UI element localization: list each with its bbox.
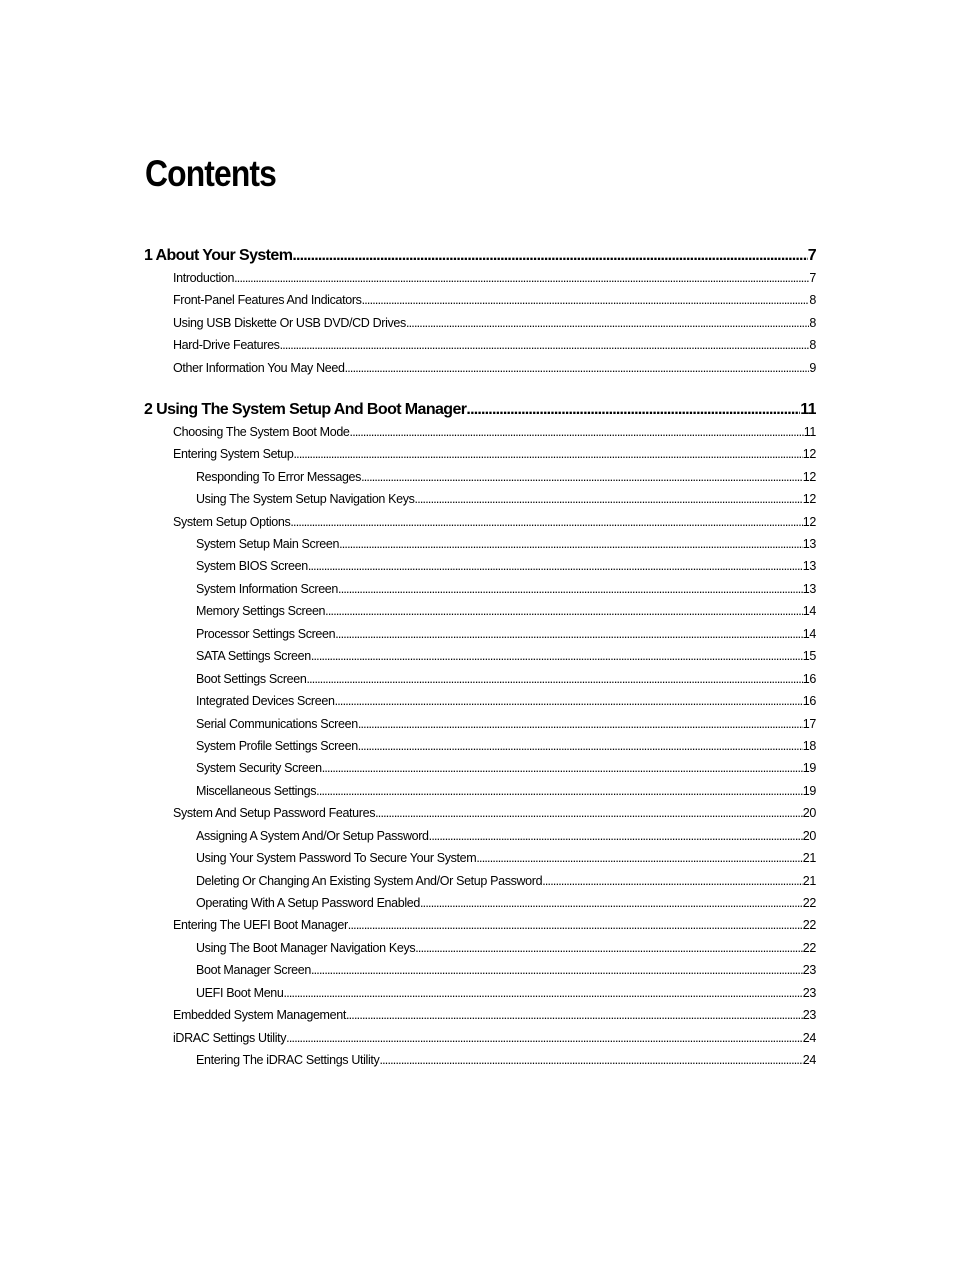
toc-entry-label: Entering The UEFI Boot Manager: [173, 918, 348, 932]
toc-leader-dots: [406, 315, 809, 331]
toc-leader-dots: [345, 360, 810, 376]
toc-chapter-entry[interactable]: [144, 246, 816, 266]
toc-entry[interactable]: [173, 360, 816, 376]
toc-entry[interactable]: [196, 716, 816, 732]
toc-leader-dots: [322, 760, 803, 776]
toc-entry-label: Responding To Error Messages: [196, 470, 362, 484]
toc-entry[interactable]: [173, 337, 816, 353]
toc-entry-label: System Information Screen: [196, 582, 339, 596]
toc-entry-label: Using The Boot Manager Navigation Keys: [196, 941, 416, 955]
toc-leader-dots: [280, 337, 810, 353]
toc-page-number: 11: [803, 425, 816, 439]
toc-entry[interactable]: [196, 603, 816, 619]
toc-leader-dots: [311, 962, 803, 978]
toc-entry[interactable]: [196, 671, 816, 687]
toc-leader-dots: [311, 648, 803, 664]
toc-leader-dots: [358, 738, 803, 754]
toc-entry-label: Front-Panel Features And Indicators: [173, 293, 362, 307]
toc-leader-dots: [542, 873, 803, 889]
toc-entry-label: 2 Using The System Setup And Boot Manager: [144, 401, 467, 418]
toc-entry-label: System Setup Options: [173, 515, 291, 529]
toc-entry[interactable]: [173, 514, 816, 530]
toc-entry-label: System BIOS Screen: [196, 559, 308, 573]
toc-entry-label: Using USB Diskette Or USB DVD/CD Drives: [173, 316, 406, 330]
page-title: Contents: [145, 153, 277, 194]
toc-leader-dots: [306, 671, 802, 687]
toc-entry[interactable]: [196, 469, 816, 485]
toc-entry-label: System And Setup Password Features: [173, 806, 376, 820]
toc-page-number: 13: [802, 582, 816, 596]
toc-entry[interactable]: [173, 805, 816, 821]
toc-entry-label: Using Your System Password To Secure Your System: [196, 851, 477, 865]
toc-page-number: 15: [802, 649, 816, 663]
toc-page-number: 19: [802, 784, 816, 798]
toc-leader-dots: [286, 1030, 803, 1046]
toc-page-number: 9: [809, 361, 816, 375]
toc-entry-label: Memory Settings Screen: [196, 604, 326, 618]
toc-page-number: 23: [802, 1008, 816, 1022]
toc-entry[interactable]: [173, 446, 816, 462]
toc-entry[interactable]: [196, 873, 816, 889]
toc-leader-dots: [290, 514, 802, 530]
toc-entry-label: Boot Manager Screen: [196, 963, 311, 977]
toc-entry-label: 1 About Your System: [144, 247, 293, 264]
toc-page-number: 8: [809, 338, 816, 352]
toc-page-number: 19: [802, 761, 816, 775]
toc-leader-dots: [350, 424, 804, 440]
toc-entry[interactable]: [196, 783, 816, 799]
toc-entry[interactable]: [196, 1052, 816, 1068]
toc-leader-dots: [234, 270, 809, 286]
toc-leader-dots: [379, 1052, 802, 1068]
toc-entry[interactable]: [173, 1030, 816, 1046]
toc-entry-label: Serial Communications Screen: [196, 717, 358, 731]
toc-page-number: 16: [802, 672, 816, 686]
toc-leader-dots: [466, 400, 800, 420]
toc-page-number: 17: [802, 717, 816, 731]
toc-leader-dots: [308, 558, 803, 574]
toc-entry-label: Entering The iDRAC Settings Utility: [196, 1053, 380, 1067]
toc-entry[interactable]: [196, 536, 816, 552]
toc-page-number: 7: [809, 271, 816, 285]
toc-leader-dots: [292, 246, 807, 266]
toc-entry-label: Boot Settings Screen: [196, 672, 307, 686]
toc-page-number: 12: [802, 470, 816, 484]
toc-entry[interactable]: [196, 760, 816, 776]
toc-entry[interactable]: [173, 917, 816, 933]
toc-entry[interactable]: [196, 962, 816, 978]
toc-page-number: 14: [802, 604, 816, 618]
toc-leader-dots: [362, 292, 810, 308]
toc-leader-dots: [420, 895, 803, 911]
toc-entry[interactable]: [173, 424, 816, 440]
toc-entry-label: Integrated Devices Screen: [196, 694, 335, 708]
toc-page-number: 23: [802, 963, 816, 977]
toc-entry-label: Operating With A Setup Password Enabled: [196, 896, 420, 910]
toc-leader-dots: [325, 603, 803, 619]
toc-page-number: 20: [802, 806, 816, 820]
toc-entry-label: Entering System Setup: [173, 447, 294, 461]
toc-leader-dots: [415, 491, 803, 507]
toc-page-number: 22: [802, 941, 816, 955]
toc-page-number: 22: [802, 896, 816, 910]
toc-entry[interactable]: [196, 828, 816, 844]
toc-page-number: 12: [802, 492, 816, 506]
toc-page-number: 8: [809, 293, 816, 307]
toc-leader-dots: [346, 1007, 803, 1023]
toc-entry[interactable]: [196, 738, 816, 754]
toc-leader-dots: [358, 716, 803, 732]
toc-leader-dots: [316, 783, 803, 799]
toc-leader-dots: [335, 693, 803, 709]
toc-entry-label: Other Information You May Need: [173, 361, 345, 375]
toc-leader-dots: [338, 581, 803, 597]
toc-page-number: 16: [802, 694, 816, 708]
toc-page-number: 7: [807, 247, 816, 264]
toc-page-number: 12: [802, 515, 816, 529]
toc-entry[interactable]: [173, 315, 816, 331]
toc-entry-label: System Setup Main Screen: [196, 537, 340, 551]
toc-entry[interactable]: [173, 1007, 816, 1023]
toc-page-number: 11: [800, 401, 816, 418]
toc-page-number: 22: [802, 918, 816, 932]
toc-page-number: 21: [802, 874, 816, 888]
toc-page-number: 12: [802, 447, 816, 461]
toc-leader-dots: [335, 626, 803, 642]
toc-entry[interactable]: [196, 940, 816, 956]
toc-entry-label: System Profile Settings Screen: [196, 739, 358, 753]
toc-page-number: 13: [802, 537, 816, 551]
toc-page-number: 20: [802, 829, 816, 843]
toc-leader-dots: [361, 469, 803, 485]
toc-entry-label: Hard-Drive Features: [173, 338, 280, 352]
toc-entry-label: Choosing The System Boot Mode: [173, 425, 350, 439]
toc-entry[interactable]: [196, 985, 816, 1001]
toc-page-number: 24: [802, 1031, 816, 1045]
toc-entry-label: SATA Settings Screen: [196, 649, 311, 663]
toc-leader-dots: [339, 536, 803, 552]
toc-entry[interactable]: [196, 626, 816, 642]
toc-entry-label: Deleting Or Changing An Existing System And/Or Setup Password: [196, 874, 543, 888]
toc-page-number: 18: [802, 739, 816, 753]
toc-entry[interactable]: [196, 895, 816, 911]
toc-entry[interactable]: [196, 491, 816, 507]
toc-leader-dots: [294, 446, 803, 462]
toc-entry[interactable]: [196, 648, 816, 664]
toc-page-number: 8: [809, 316, 816, 330]
toc-entry-label: iDRAC Settings Utility: [173, 1031, 287, 1045]
toc-entry-label: Assigning A System And/Or Setup Password: [196, 829, 429, 843]
toc-page-number: 14: [802, 627, 816, 641]
toc-entry-label: Processor Settings Screen: [196, 627, 336, 641]
toc-entry[interactable]: [196, 850, 816, 866]
toc-leader-dots: [284, 985, 803, 1001]
toc-leader-dots: [476, 850, 802, 866]
toc-entry-label: UEFI Boot Menu: [196, 986, 284, 1000]
toc-entry-label: Embedded System Management: [173, 1008, 346, 1022]
toc-entry[interactable]: [196, 581, 816, 597]
toc-entry-label: System Security Screen: [196, 761, 322, 775]
toc-chapter-entry[interactable]: [144, 400, 816, 420]
toc-entry-label: Using The System Setup Navigation Keys: [196, 492, 415, 506]
toc-leader-dots: [429, 828, 803, 844]
toc-entry[interactable]: [196, 558, 816, 574]
toc-page-number: 21: [802, 851, 816, 865]
toc-page-number: 23: [802, 986, 816, 1000]
toc-entry-label: Miscellaneous Settings: [196, 784, 317, 798]
toc-leader-dots: [415, 940, 803, 956]
toc-entry[interactable]: [196, 693, 816, 709]
toc-entry[interactable]: [173, 292, 816, 308]
toc-entry[interactable]: [173, 270, 816, 286]
toc-page-number: 13: [802, 559, 816, 573]
toc-page-number: 24: [802, 1053, 816, 1067]
toc-leader-dots: [348, 917, 803, 933]
toc-entry-label: Introduction: [173, 271, 235, 285]
toc-leader-dots: [375, 805, 803, 821]
